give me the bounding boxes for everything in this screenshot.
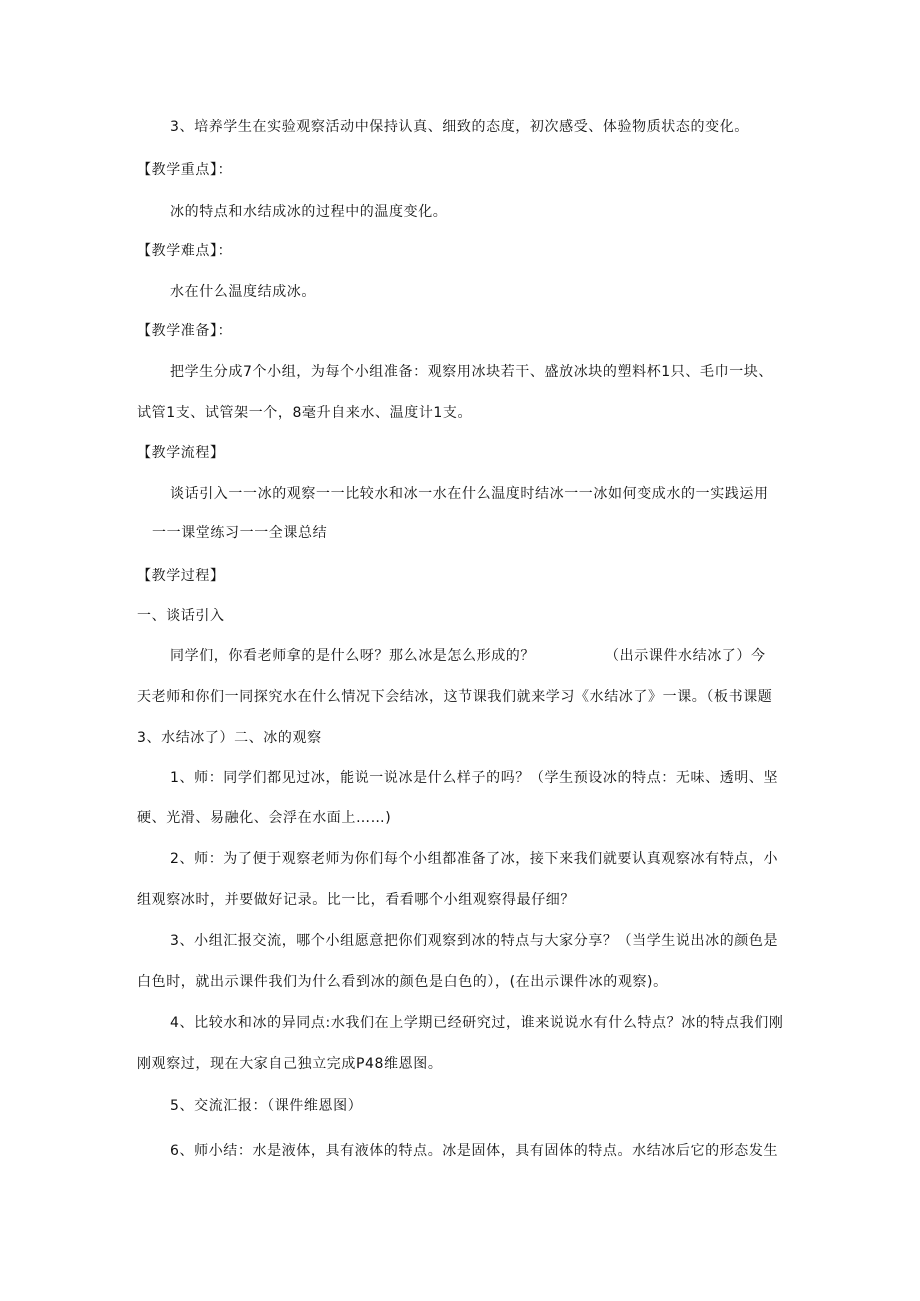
section-1-title: 一、谈话引入	[137, 608, 225, 624]
intro-question: 同学们，你看老师拿的是什么呀？那么冰是怎么形成的？	[170, 648, 535, 664]
difficulties-text: 水在什么温度结成冰。	[170, 284, 316, 300]
observe-3-line-2: 白色时，就出示课件我们为什么看到冰的颜色是白色的），(在出示课件冰的观察)。	[137, 974, 668, 990]
observe-5: 5、交流汇报：（课件维恩图）	[170, 1098, 363, 1114]
heading-difficulties: 【教学难点】：	[137, 243, 233, 259]
observe-4-line-2: 刚观察过，现在大家自己独立完成P48维恩图。	[137, 1056, 443, 1072]
flow-line-1: 谈话引入一一冰的观察一一比较水和冰一水在什么温度时结冰一一冰如何变成水的一实践运用	[170, 486, 769, 502]
preparation-line-2: 试管1支、试管架一个，8毫升自来水、温度计1支。	[137, 405, 473, 421]
heading-process: 【教学过程】	[137, 568, 225, 584]
key-points-text: 冰的特点和水结成冰的过程中的温度变化。	[170, 204, 448, 220]
intro-line-3: 3、水结冰了）二、冰的观察	[137, 730, 322, 746]
intro-courseware-note: （出示课件水结冰了）今	[605, 648, 766, 664]
objective-3: 3、培养学生在实验观察活动中保持认真、细致的态度，初次感受、体验物质状态的变化。	[170, 119, 749, 135]
heading-key-points: 【教学重点】：	[137, 162, 233, 178]
observe-1-line-2: 硬、光滑、易融化、会浮在水面上……)	[137, 810, 392, 826]
observe-6-line-1: 6、师小结：水是液体，具有液体的特点。冰是固体，具有固体的特点。水结冰后它的形态发生	[170, 1143, 779, 1159]
intro-line-1	[170, 646, 766, 666]
preparation-line-1: 把学生分成7个小组，为每个小组准备：观察用冰块若干、盛放冰块的塑料杯1只、毛巾一块、	[170, 364, 774, 380]
intro-line-2: 天老师和你们一同探究水在什么情况下会结冰，这节课我们就来学习《水结冰了》一课。（板书课题	[137, 689, 773, 705]
observe-3-line-1: 3、小组汇报交流，哪个小组愿意把你们观察到冰的特点与大家分享？（当学生说出冰的颜色是	[170, 933, 779, 949]
heading-flow: 【教学流程】	[137, 445, 225, 461]
observe-1-line-1: 1、师：同学们都见过冰，能说一说冰是什么样子的吗？（学生预设冰的特点：无味、透明、坚	[170, 770, 779, 786]
observe-4-line-1: 4、比较水和冰的异同点:水我们在上学期已经研究过，谁来说说水有什么特点？冰的特点我们刚	[170, 1015, 784, 1031]
flow-line-2: 一一课堂练习一一全课总结	[152, 525, 328, 541]
heading-preparation: 【教学准备】：	[137, 323, 233, 339]
observe-2-line-2: 组观察冰时，并要做好记录。比一比，看看哪个小组观察得最仔细？	[137, 892, 575, 908]
observe-2-line-1: 2、师：为了便于观察老师为你们每个小组都准备了冰，接下来我们就要认真观察冰有特点，小	[170, 851, 779, 867]
